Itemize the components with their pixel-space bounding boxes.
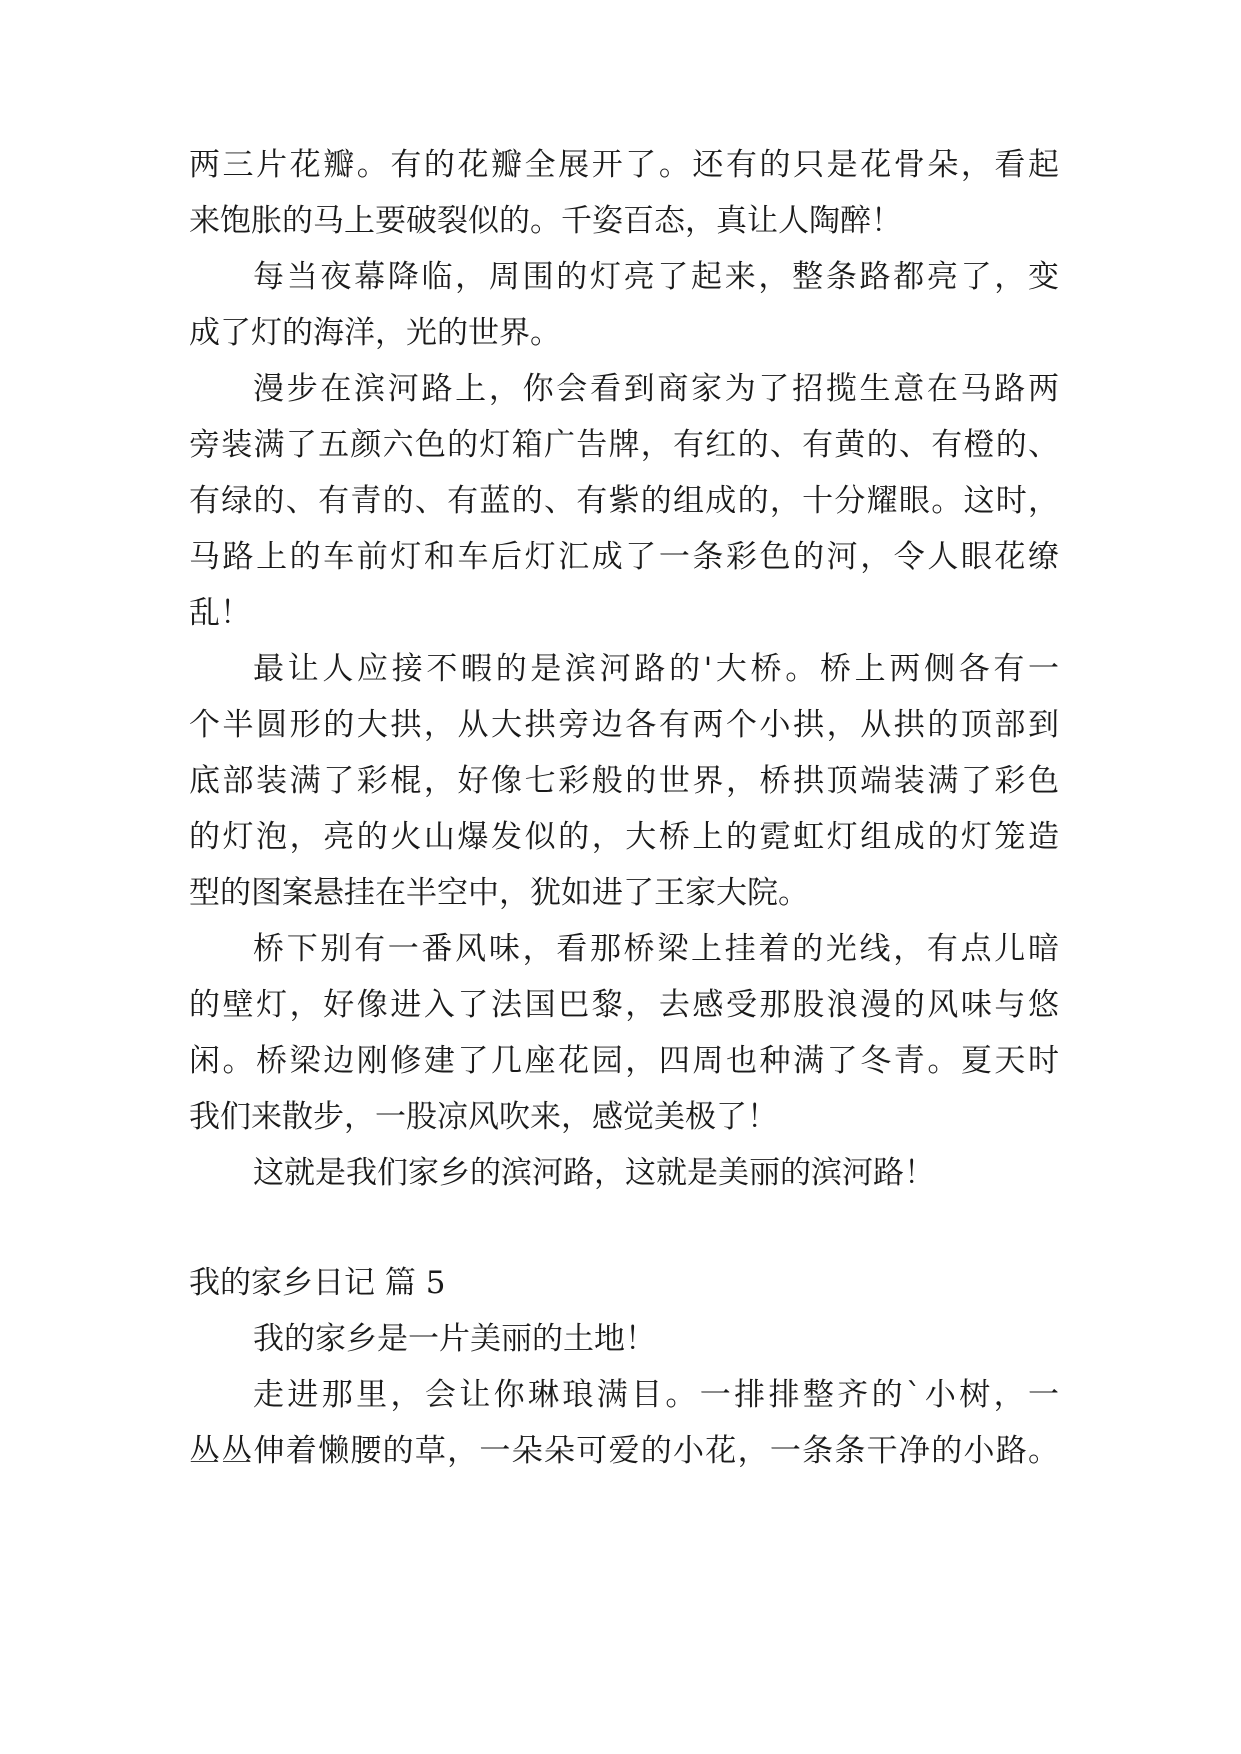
text-line: 底部装满了彩棍，好像七彩般的世界，桥拱顶端装满了彩色 xyxy=(189,763,1059,799)
text-line: 丛丛伸着懒腰的草，一朵朵可爱的小花，一条条干净的小路。 xyxy=(189,1433,1059,1469)
text-line: 这就是我们家乡的滨河路，这就是美丽的滨河路！ xyxy=(253,1155,935,1191)
text-line: 桥下别有一番风味，看那桥梁上挂着的光线，有点儿暗 xyxy=(253,931,1059,967)
text-line: 旁装满了五颜六色的灯箱广告牌，有红的、有黄的、有橙的、 xyxy=(189,427,1059,463)
text-line: 来饱胀的马上要破裂似的。千姿百态，真让人陶醉！ xyxy=(189,203,902,239)
text-line: 有绿的、有青的、有蓝的、有紫的组成的，十分耀眼。这时， xyxy=(189,483,1059,519)
text-line: 型的图案悬挂在半空中，犹如进了王家大院。 xyxy=(189,875,809,911)
text-line: 闲。桥梁边刚修建了几座花园，四周也种满了冬青。夏天时 xyxy=(189,1043,1059,1079)
text-line: 每当夜幕降临，周围的灯亮了起来，整条路都亮了，变 xyxy=(253,259,1059,295)
text-line: 乱！ xyxy=(189,595,251,631)
text-line: 我的家乡是一片美丽的土地！ xyxy=(253,1321,656,1357)
text-line: 的灯泡，亮的火山爆发似的，大桥上的霓虹灯组成的灯笼造 xyxy=(189,819,1059,855)
text-line: 马路上的车前灯和车后灯汇成了一条彩色的河，令人眼花缭 xyxy=(189,539,1059,575)
text-line: 两三片花瓣。有的花瓣全展开了。还有的只是花骨朵，看起 xyxy=(189,147,1059,183)
text-line: 我们来散步，一股凉风吹来，感觉美极了！ xyxy=(189,1099,778,1135)
text-line: 最让人应接不暇的是滨河路的'大桥。桥上两侧各有一 xyxy=(253,651,1059,687)
text-line: 成了灯的海洋，光的世界。 xyxy=(189,315,561,351)
text-line: 的壁灯，好像进入了法国巴黎，去感受那股浪漫的风味与悠 xyxy=(189,987,1059,1023)
text-line: 漫步在滨河路上，你会看到商家为了招揽生意在马路两 xyxy=(253,371,1059,407)
text-line: 走进那里，会让你琳琅满目。一排排整齐的`小树，一 xyxy=(253,1377,1059,1413)
section-heading: 我的家乡日记 篇 5 xyxy=(189,1265,446,1301)
text-line: 个半圆形的大拱，从大拱旁边各有两个小拱，从拱的顶部到 xyxy=(189,707,1059,743)
